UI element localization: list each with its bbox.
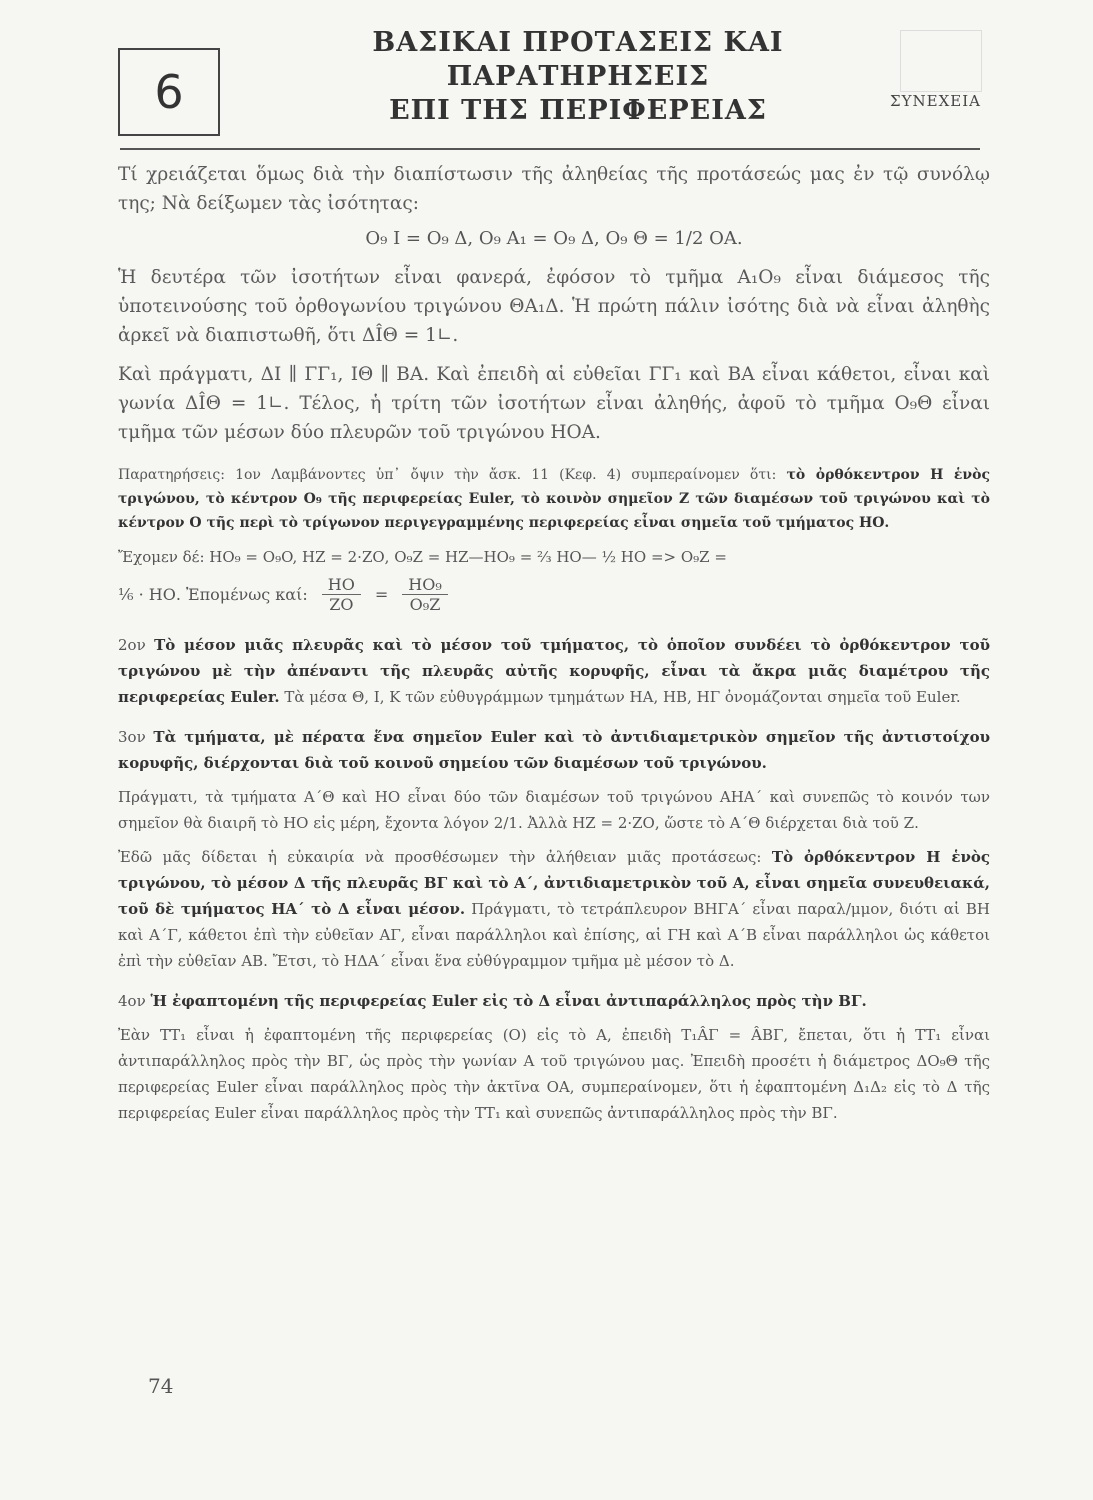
observation-label: 4ον: [118, 992, 146, 1010]
numerator: ΗO₉: [402, 575, 447, 595]
equation: O₉ I = O₉ Δ, O₉ A₁ = O₉ Δ, O₉ Θ = 1/2 OA.: [365, 228, 743, 249]
observation-label: Παρατηρήσεις: 1ον: [118, 467, 261, 483]
paragraph-statement: Τὸ ὀρθόκεντρον Η ἑνὸς τριγώνου, τὸ μέσον Δ τῆς πλευρᾶς ΒΓ καὶ τὸ Α΄, ἀντιδιαμετρικὸν τοῦ Α, εἶναι σημεῖα συνευθειακά, τοῦ δὲ τμήματος ΗΑ΄ τὸ Δ εἶναι μέσον.: [118, 848, 990, 918]
chapter-title: [248, 26, 908, 128]
fraction: [402, 575, 447, 614]
page-number: 74: [148, 1374, 174, 1398]
fraction-equation: [118, 575, 990, 614]
observation-statement: Ἡ ἐφαπτομένη τῆς περιφερείας Euler εἰς τὸ Δ εἶναι ἀντιπαράλληλος πρὸς τὴν ΒΓ.: [150, 992, 867, 1010]
observation-text: Λαμβάνοντες ὑπ᾿ ὄψιν τὴν ἄσκ. 11 (Κεφ. 4) συμπεραίνομεν ὅτι:: [271, 467, 777, 483]
numerator: ΗΟ: [322, 575, 361, 595]
paragraph: Ἐὰν ΤΤ₁ εἶναι ἡ ἐφαπτομένη τῆς περιφερείας (Ο) εἰς τὸ Α, ἐπειδὴ Τ₁ÂΓ = ÂΒΓ, ἔπεται, ὅτι ἡ ΤΤ₁ εἶναι ἀντιπαράλληλος πρὸς τὴν ΒΓ, ὡς πρὸς τὴν γωνίαν Α τοῦ τριγώνου μας. Ἐπειδὴ προσέτι ἡ διάμετρος ΔO₉Θ τῆς περιφερείας Euler εἶναι παράλληλος πρὸς τὴν ἀκτῖνα ΟΑ, συμπεραίνομεν, ὅτι ἡ ἐφαπτομένη Δ₁Δ₂ εἰς τὸ Δ τῆς περιφερείας Euler εἶναι παράλληλος πρὸς τὴν ΤΤ₁ καὶ συνεπῶς ἀντιπαράλληλος πρὸς τὴν ΒΓ.: [118, 1026, 990, 1122]
chapter-subtitle: ΣΥΝΕΧΕΙΑ: [890, 92, 981, 110]
observation-2: [118, 632, 990, 710]
paragraph: Πράγματι, τὰ τμήματα Α΄Θ καὶ ΗΟ εἶναι δύο τῶν διαμέσων τοῦ τριγώνου ΑΗΑ΄ καὶ συνεπῶς τὸ κοινόν των σημεῖον θὰ διαιρῆ τὸ ΗΟ εἰς μέρη, ἔχοντα λόγον 2/1. Ἀλλὰ ΗΖ = 2·ΖΟ, ὥστε τὸ Α΄Θ διέρχεται διὰ τοῦ Ζ.: [118, 788, 990, 832]
bleed-through-mark: [900, 30, 982, 92]
paragraph-text: Ἐδῶ μᾶς δίδεται ἡ εὐκαιρία νὰ προσθέσωμεν τὴν ἀλήθειαν μιᾶς προτάσεως:: [118, 848, 762, 866]
observation-statement: Τὸ μέσον μιᾶς πλευρᾶς καὶ τὸ μέσον τοῦ τμήματος, τὸ ὁποῖον συνδέει τὸ ὀρθόκεντρον τοῦ τριγώνου μὲ τὴν ἀπέναντι τῆς πλευρᾶς αὐτῆς κορυφῆς, εἶναι τὰ ἄκρα μιᾶς διαμέτρου τῆς περιφερείας Euler.: [118, 636, 990, 706]
observation-text: Τὰ μέσα Θ, Ι, Κ τῶν εὐθυγράμμων τμημάτων ΗΑ, ΗΒ, ΗΓ ὀνομάζονται σημεῖα τοῦ Euler.: [284, 688, 961, 706]
observation-statement: Τὰ τμήματα, μὲ πέρατα ἕνα σημεῖον Euler καὶ τὸ ἀντιδιαμετρικὸν σημεῖον τῆς ἀντιστοίχου κορυφῆς, διέρχονται διὰ τοῦ κοινοῦ σημείου τῶν διαμέσων τοῦ τριγώνου.: [118, 728, 990, 772]
observation-3: [118, 724, 990, 776]
chapter-title-line1: ΒΑΣΙΚΑΙ ΠΡΟΤΑΣΕΙΣ ΚΑΙ ΠΑΡΑΤΗΡΗΣΕΙΣ: [372, 27, 784, 92]
observation-4: [118, 988, 990, 1014]
paragraph: [118, 844, 990, 974]
chapter-number-box: [118, 48, 220, 136]
chapter-title-line2: ΕΠΙ ΤΗΣ ΠΕΡΙΦΕΡΕΙΑΣ: [389, 95, 767, 126]
denominator: ΖΟ: [329, 595, 354, 614]
observation-1: [118, 463, 990, 535]
observation-label: 3ον: [118, 728, 146, 746]
equals-sign: =: [374, 585, 389, 604]
equation-prefix: ¹⁄₆ · ΗΟ. Ἐπομένως καί:: [118, 585, 308, 604]
chapter-number: 6: [154, 65, 184, 119]
observation-label: 2ον: [118, 636, 146, 654]
paragraph: Τί χρειάζεται ὅμως διὰ τὴν διαπίστωσιν τῆς ἀληθείας τῆς προτάσεώς μας ἐν τῷ συνόλῳ της; Νὰ δείξωμεν τὰς ἰσότητας:: [118, 164, 990, 214]
page-body: [118, 160, 990, 1134]
equation: Ἔχομεν δέ: ΗO₉ = O₉O, ΗΖ = 2·ΖΟ, O₉Ζ = ΗΖ—ΗO₉ = ²⁄₃ ΗΟ— ½ ΗΟ => O₉Ζ =: [118, 548, 727, 566]
fraction: [322, 575, 361, 614]
paragraph: Καὶ πράγματι, ΔΙ ∥ ΓΓ₁, ΙΘ ∥ ΒΑ. Καὶ ἐπειδὴ αἱ εὐθεῖαι ΓΓ₁ καὶ ΒΑ εἶναι κάθετοι, εἶναι καὶ γωνία ΔÎΘ = 1∟. Τέλος, ἡ τρίτη τῶν ἰσοτήτων εἶναι ἀληθής, ἀφοῦ τὸ τμῆμα O₉Θ εἶναι τμῆμα τῶν μέσων δύο πλευρῶν τοῦ τριγώνου ΗΟΑ.: [118, 364, 990, 443]
paragraph-text: Πράγματι, τὸ τετράπλευρον ΒΗΓΑ΄ εἶναι παραλ/μμον, διότι αἱ ΒΗ καὶ Α΄Γ, κάθετοι ἐπὶ τὴν εὐθεῖαν ΑΓ, εἶναι παράλληλοι καὶ ἐπίσης, αἱ ΓΗ καὶ Α΄Β εἶναι παράλληλοι ὡς κάθετοι ἐπὶ τὴν εὐθεῖαν ΑΒ. Ἔτσι, τὸ ΗΔΑ΄ εἶναι ἕνα εὐθύγραμμον τμῆμα μὲ μέσον τὸ Δ.: [118, 900, 991, 970]
denominator: O₉Ζ: [409, 595, 441, 614]
paragraph: Ἡ δευτέρα τῶν ἰσοτήτων εἶναι φανερά, ἐφόσον τὸ τμῆμα A₁O₉ εἶναι διάμεσος τῆς ὑποτεινούσης τοῦ ὀρθογωνίου τριγώνου ΘA₁Δ. Ἡ πρώτη πάλιν ἰσότης διὰ νὰ εἶναι ἀληθὴς ἀρκεῖ νὰ διαπιστωθῆ, ὅτι ΔÎΘ = 1∟.: [118, 267, 990, 346]
observation-statement: τὸ ὀρθόκεντρον Η ἑνὸς τριγώνου, τὸ κέντρον O₉ τῆς περιφερείας Euler, τὸ κοινὸν σημεῖον Ζ τῶν διαμέσων τοῦ τριγώνου καὶ τὸ κέντρον Ο τῆς περὶ τὸ τρίγωνον περιγεγραμμένης περιφερείας εἶναι σημεῖα τοῦ τμήματος ΗΟ.: [118, 467, 990, 531]
header-rule: [120, 148, 980, 150]
